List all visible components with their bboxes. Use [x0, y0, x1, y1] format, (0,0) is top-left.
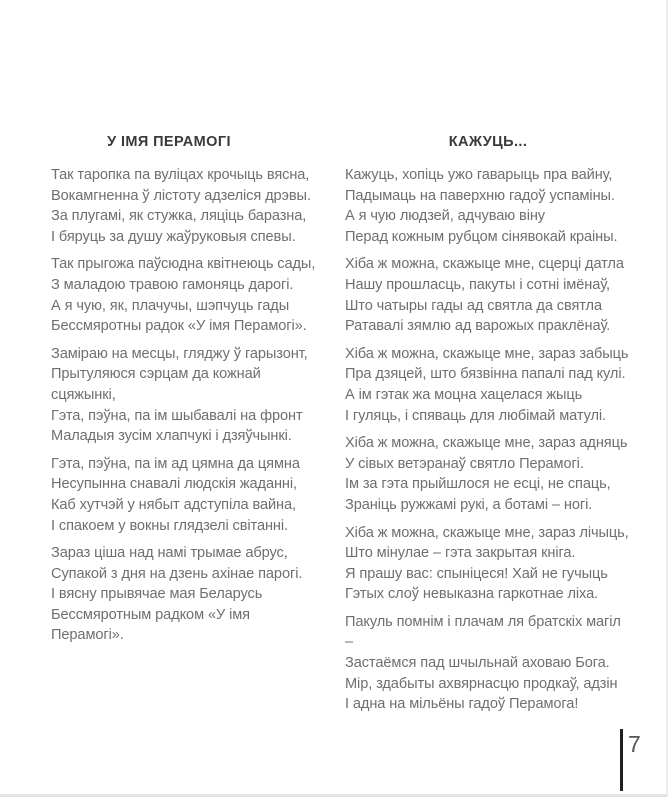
poem-line: Супакой з дня на дзень ахінае парогі.: [51, 565, 303, 582]
poem-line: Бессмяротным радком «У імя Перамогі».: [51, 606, 250, 644]
poem-right: [345, 133, 631, 722]
poem-line: Пра дзяцей, што бязвінна папалі пад кулі.: [345, 366, 626, 383]
poem-line: Кажуць, хопіць ужо гаварыць пра вайну,: [345, 167, 613, 183]
poem-title-right: КАЖУЦЬ...: [448, 134, 528, 150]
poem-line: Што мінулае – гэта закрытая кніга.: [345, 545, 576, 562]
poem-line: Хіба ж можна, скажыце мне, зараз адняць: [345, 435, 628, 452]
stanza: [345, 612, 631, 715]
poem-line: А я чую, як, плачучы, шэпчуць гады: [51, 297, 290, 314]
poem-line: Падымаць на паверхню гадоў успаміны.: [345, 187, 615, 204]
poem-line: Ратавалі зямлю ад варожых праклёнаў.: [345, 318, 611, 335]
poem-line: Мір, здабыты ахвярнасцю продкаў, адзін: [345, 675, 618, 692]
poem-line: Гэта, пэўна, па ім шыбавалі на фронт: [51, 407, 303, 424]
stanza: [345, 254, 631, 336]
stanza: [51, 543, 321, 646]
poem-line: Маладыя зусім хлапчукі і дзяўчынкі.: [51, 428, 292, 445]
poem-line: Заміраю на месцы, гляджу ў гарызонт,: [51, 345, 308, 362]
stanza: [345, 344, 631, 426]
poem-line: Я прашу вас: спыніцеся! Хай не гучыць: [345, 565, 608, 582]
poem-line: Нашу прошласць, пакуты і сотні імёнаў,: [345, 276, 610, 293]
poem-stanzas-right: [345, 165, 631, 715]
poem-line: Пакуль помнім і плачам ля братскіх магіл –: [345, 613, 621, 651]
poem-title-left: У ІМЯ ПЕРАМОГІ: [107, 134, 231, 150]
poem-line: Так прыгожа паўсюдна квітнеюць сады,: [51, 256, 316, 273]
poem-line: Зраніць ружжамі рукі, а ботамі – ногі.: [345, 496, 593, 513]
poem-line: Застаёмся пад шчыльнай аховаю Бога.: [345, 655, 610, 672]
stanza: [345, 523, 631, 605]
stanza: [51, 254, 321, 336]
poem-line: А ім гэтак жа моцна хацелася жыць: [345, 386, 583, 403]
poem-line: І гуляць, і спяваць для любімай матулі.: [345, 407, 606, 424]
poem-line: Каб хутчэй у нябыт адступіла вайна,: [51, 496, 296, 513]
poem-line: Так таропка па вуліцах крочыць вясна,: [51, 167, 310, 183]
poem-line: І спакоем у вокны глядзелі світанні.: [51, 517, 288, 534]
poem-line: З маладою травою гамоняць дарогі.: [51, 276, 294, 293]
stanza: [51, 454, 321, 536]
stanza: [345, 165, 631, 247]
poem-line: І бяруць за душу жаўруковыя спевы.: [51, 228, 296, 245]
stanza: [345, 433, 631, 515]
poem-line: Вокамгненна ў лістоту адзеліся дрэвы.: [51, 187, 311, 204]
poem-line: Што чатыры гады ад святла да святла: [345, 297, 602, 314]
poem-stanzas-left: [51, 165, 321, 646]
poem-line: Гэтых слоў невыказна гаркотнае ліха.: [345, 586, 599, 603]
poem-line: Хіба ж можна, скажыце мне, зараз лічыць,: [345, 524, 629, 541]
poem-line: У сівых ветэранаў святло Перамогі.: [345, 455, 584, 472]
poem-line: Прытуляюся сэрцам да кожнай сцяжынкі,: [51, 366, 261, 403]
poem-line: І адна на мільёны гадоў Перамога!: [345, 696, 579, 713]
poem-line: Несупынна снавалі людскія жаданні,: [51, 476, 297, 493]
page-number-rule: [620, 729, 623, 791]
poem-line: Бессмяротны радок «У імя Перамогі».: [51, 318, 307, 335]
page-number: 7: [628, 731, 641, 757]
poem-left: [51, 133, 321, 722]
poem-line: Гэта, пэўна, па ім ад цямна да цямна: [51, 455, 300, 472]
poem-line: За плугамі, як стужка, ляціць баразна,: [51, 208, 307, 225]
stanza: [51, 344, 321, 447]
poem-line: І вясну прывячае мая Беларусь: [51, 586, 263, 603]
poem-line: Хіба ж можна, скажыце мне, зараз забыць: [345, 345, 629, 362]
poem-line: Ім за гэта прыйшлося не есці, не спаць,: [345, 476, 611, 493]
poem-line: Хіба ж можна, скажыце мне, сцерці датла: [345, 256, 624, 273]
poem-line: Зараз ціша над намі трымае абрус,: [51, 545, 288, 562]
stanza: [51, 165, 321, 247]
poem-line: Перад кожным рубцом сінявокай краіны.: [345, 228, 618, 245]
poem-line: А я чую людзей, адчуваю віну: [345, 208, 545, 225]
